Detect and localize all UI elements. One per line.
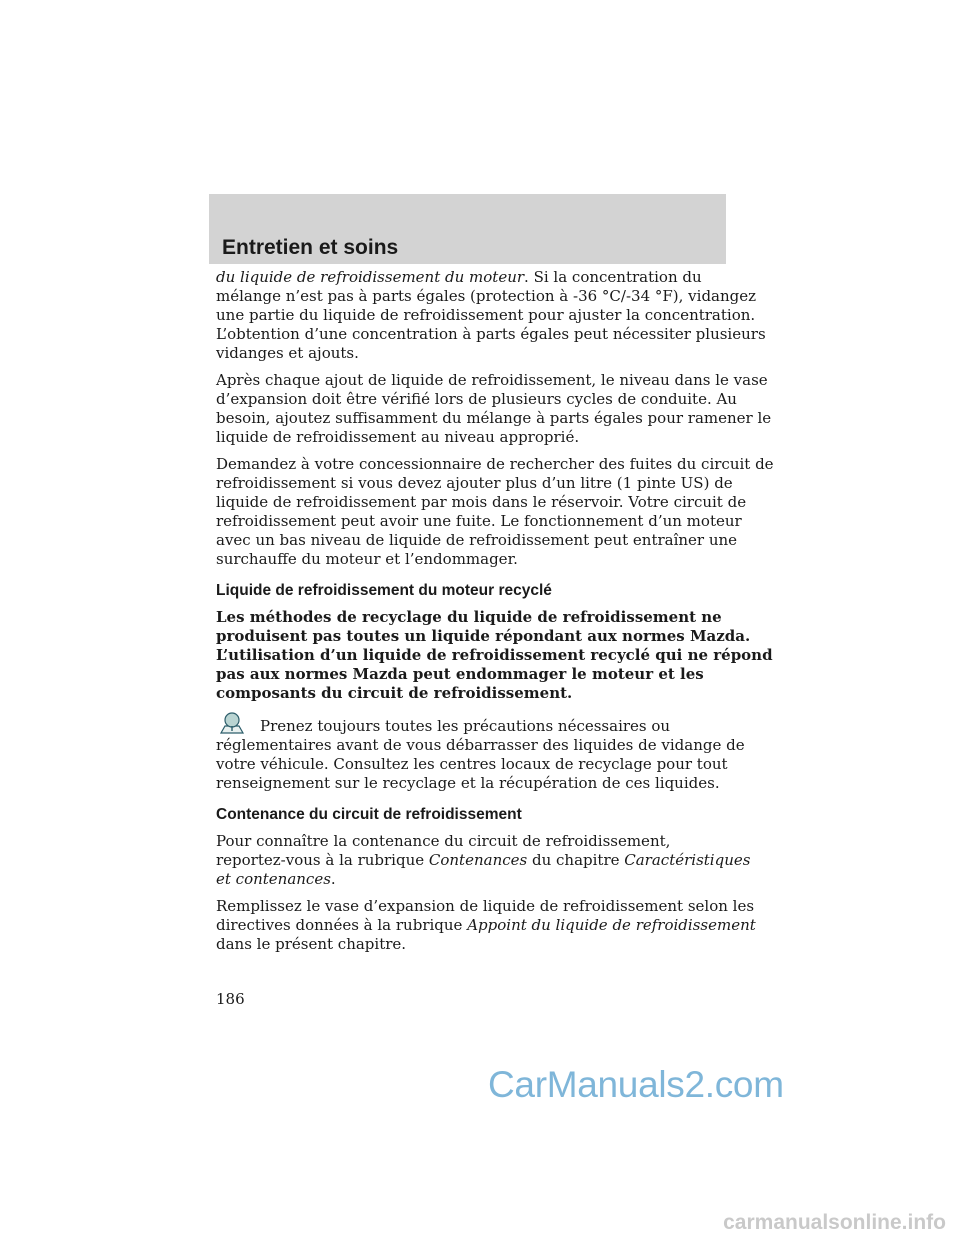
text-line: refroidissement peut avoir une fuite. Le fonctionnement d’un moteur — [216, 512, 742, 530]
watermark-carmanualsonline: carmanualsonline.info — [723, 1211, 946, 1234]
text-line: composants du circuit de refroidissement. — [216, 684, 573, 702]
text-line: refroidissement si vous devez ajouter plus d’un litre (1 pinte US) de — [216, 474, 733, 492]
page-content — [216, 268, 774, 962]
paragraph-level-check — [216, 371, 772, 447]
warning-paragraph — [216, 608, 773, 703]
watermark-carmanuals2: CarManuals2.com — [488, 1064, 784, 1105]
text-line: pas aux normes Mazda peut endommager le moteur et les — [216, 665, 704, 683]
text-line: avec un bas niveau de liquide de refroidissement peut entraîner une — [216, 531, 738, 549]
text-line: mélange n’est pas à parts égales (protection à -36 °C/-34 °F), vidangez — [216, 287, 757, 305]
section-heading-capacity: Contenance du circuit de refroidissement — [216, 806, 522, 823]
text-line: besoin, ajoutez suffisamment du mélange à parts égales pour ramener le — [216, 409, 772, 427]
page-number: 186 — [216, 990, 245, 1008]
page-title: Entretien et soins — [222, 236, 399, 259]
text-line: reportez-vous à la rubrique Contenances du chapitre Caractéristiques — [216, 851, 751, 869]
paragraph-leaks — [216, 455, 774, 569]
text-line: L’utilisation d’un liquide de refroidissement recyclé qui ne répond — [216, 646, 773, 664]
text-line: Demandez à votre concessionnaire de rechercher des fuites du circuit de — [216, 455, 774, 473]
italic-reference: Appoint du liquide de refroidissement — [467, 916, 756, 934]
text-line: Pour connaître la contenance du circuit de refroidissement, — [216, 832, 671, 850]
paragraph-capacity — [216, 832, 751, 889]
section-heading-recycled-coolant: Liquide de refroidissement du moteur recyclé — [216, 582, 552, 599]
paragraph-concentration — [216, 268, 766, 363]
text-line: Remplissez le vase d’expansion de liquide de refroidissement selon les — [216, 897, 755, 915]
text-line: Les méthodes de recyclage du liquide de refroidissement ne — [216, 608, 722, 626]
text-line: Après chaque ajout de liquide de refroidissement, le niveau dans le vase — [216, 371, 768, 389]
text-line: Prenez toujours toutes les précautions nécessaires ou — [216, 711, 728, 736]
text-line: liquide de refroidissement par mois dans le réservoir. Votre circuit de — [216, 493, 747, 511]
italic-reference: Caractéristiques — [624, 851, 751, 869]
italic-reference: Contenances — [428, 851, 528, 869]
text-line: vidanges et ajouts. — [216, 344, 359, 362]
text-line: votre véhicule. Consultez les centres locaux de recyclage pour tout — [216, 755, 728, 773]
text-line: directives données à la rubrique Appoint du liquide de refroidissement — [216, 916, 756, 934]
text-line: dans le présent chapitre. — [216, 935, 407, 953]
environment-tree-icon — [218, 711, 246, 735]
text-line: d’expansion doit être vérifié lors de plusieurs cycles de conduite. Au — [216, 390, 737, 408]
text-line: du liquide de refroidissement du moteur. Si la concentration du — [216, 268, 702, 286]
italic-reference: et contenances — [216, 870, 331, 888]
text-line: réglementaires avant de vous débarrasser des liquides de vidange de — [216, 736, 745, 754]
text-line: produisent pas toutes un liquide répondant aux normes Mazda. — [216, 627, 751, 645]
text-line: liquide de refroidissement au niveau approprié. — [216, 428, 580, 446]
text-line: surchauffe du moteur et l’endommager. — [216, 550, 518, 568]
text-line: et contenances. — [216, 870, 336, 888]
environment-note — [216, 711, 745, 793]
text-line: renseignement sur le recyclage et la récupération de ces liquides. — [216, 774, 720, 792]
paragraph-fill-tank — [216, 897, 756, 954]
italic-reference: du liquide de refroidissement du moteur — [216, 268, 525, 286]
text-line: L’obtention d’une concentration à parts égales peut nécessiter plusieurs — [216, 325, 766, 343]
text-line: une partie du liquide de refroidissement pour ajuster la concentration. — [216, 306, 756, 324]
